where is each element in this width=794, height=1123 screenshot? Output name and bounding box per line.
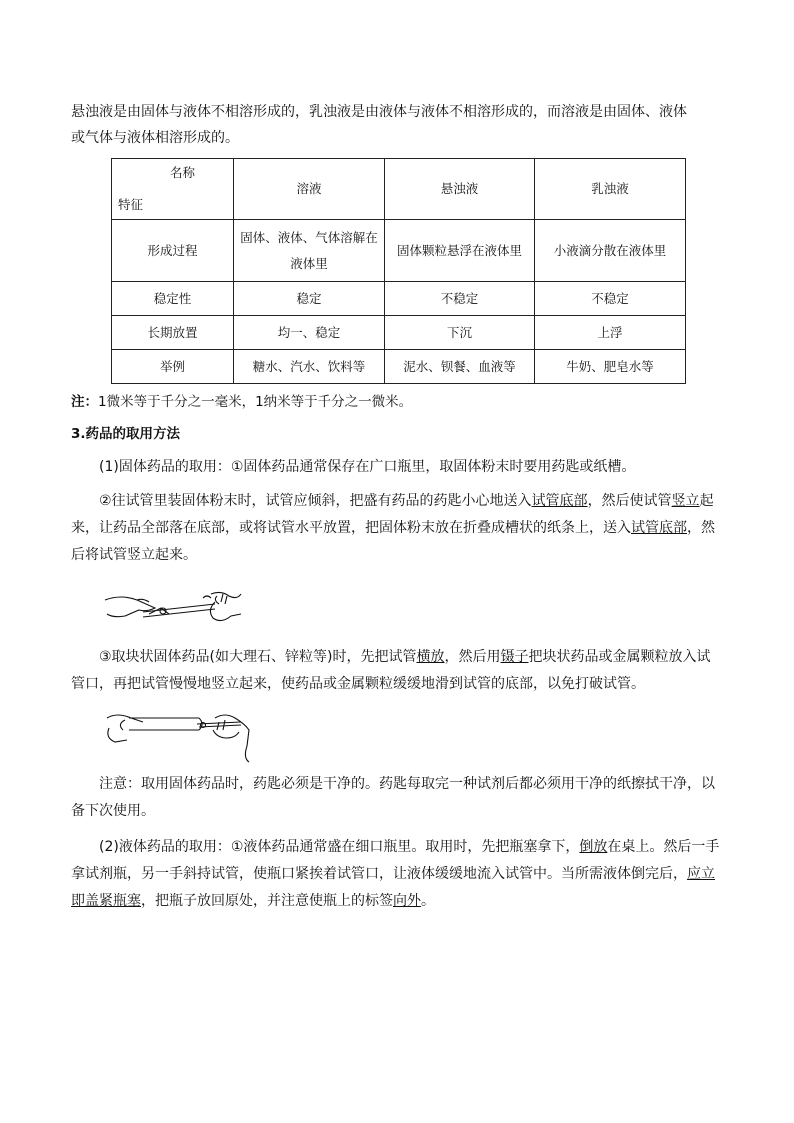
table-cell: 上浮 [535, 316, 686, 350]
row-label: 形成过程 [112, 220, 234, 282]
table-cell: 下沉 [385, 316, 535, 350]
solid-paragraph-1: (1)固体药品的取用：①固体药品通常保存在广口瓶里，取固体粉末时要用药匙或纸槽。 [99, 459, 636, 475]
corner-label-name: 名称 [170, 165, 196, 180]
table-cell: 糖水、汽水、饮料等 [234, 350, 385, 384]
text-run: ，然后将试管竖立起来。 [71, 520, 715, 563]
underlined-term: 竖立 [671, 493, 700, 509]
text-run: 起来，让药品全部落在底部，或将试管水平放置，把固体粉末放在折叠成槽状的纸条上，送入 [71, 493, 714, 536]
solid-paragraph-4: 注意：取用固体药品时，药匙必须是干净的。药匙每取完一种试剂后都必须用干净的纸擦拭干净，以备下次使用。 [71, 776, 715, 819]
table-row [112, 350, 686, 384]
column-header-suspension: 悬浊液 [385, 159, 535, 220]
table-row [112, 220, 686, 282]
underlined-term: 试管底部 [531, 493, 588, 509]
underlined-term: 横放 [416, 649, 445, 665]
table-cell: 固体颗粒悬浮在液体里 [385, 220, 535, 282]
table-cell: 不稳定 [535, 282, 686, 316]
liquid-paragraph-1 [71, 834, 723, 915]
underlined-term: 应立即盖紧瓶塞 [71, 866, 715, 909]
solid-paragraph-2 [71, 488, 723, 569]
table-cell: 泥水、钡餐、血液等 [385, 350, 535, 384]
unit-note [71, 389, 723, 415]
table-cell: 稳定 [234, 282, 385, 316]
mixture-comparison-table [111, 158, 686, 384]
powder-into-test-tube-illustration [103, 586, 243, 634]
text-run: ②往试管里装固体粉末时，试管应倾斜，把盛有药品的药匙小心地送入 [99, 493, 532, 509]
table-cell: 小液滴分散在液体里 [535, 220, 686, 282]
table-corner-cell [112, 159, 234, 220]
note-text: 1微米等于千分之一毫米，1纳米等于千分之一微米。 [98, 394, 413, 410]
text-run: ，把瓶子放回原处，并注意使瓶上的标签 [141, 893, 393, 909]
underlined-term: 镊子 [500, 649, 529, 665]
text-run: ，然后使试管 [587, 493, 672, 509]
solid-paragraph-3 [71, 644, 723, 698]
note-label: 注： [71, 394, 98, 410]
underlined-term: 向外 [393, 893, 421, 909]
underlined-term: 试管底部 [631, 520, 687, 536]
row-label: 稳定性 [112, 282, 234, 316]
table-cell: 固体、液体、气体溶解在液体里 [234, 220, 385, 282]
intro-line-1: 悬浊液是由固体与液体不相溶形成的，乳浊液是由液体与液体不相溶形成的，而溶液是由固体、液体 [71, 104, 687, 120]
table-cell: 不稳定 [385, 282, 535, 316]
table-row [112, 316, 686, 350]
text-run: ③取块状固体药品(如大理石、锌粒等)时，先把试管 [99, 649, 417, 665]
solid-block-into-test-tube-illustration [103, 708, 253, 764]
text-run: 在桌上。然后一手拿试剂瓶，另一手斜持试管，使瓶口紧挨着试管口，让液体缓缓地流入试管中。当所需液体倒完后， [71, 839, 720, 882]
column-header-solution: 溶液 [234, 159, 385, 220]
section-heading: 3.药品的取用方法 [71, 426, 181, 442]
table-header-row [112, 159, 686, 220]
corner-label-feature: 特征 [118, 197, 144, 212]
text-run: (2)液体药品的取用：①液体药品通常盛在细口瓶里。取用时，先把瓶塞拿下， [99, 839, 580, 855]
row-label: 举例 [112, 350, 234, 384]
intro-paragraph [71, 99, 723, 151]
column-header-emulsion: 乳浊液 [535, 159, 686, 220]
intro-line-2: 或气体与液体相溶形成的。 [71, 130, 239, 146]
text-run: 。 [421, 893, 435, 909]
table-cell: 均一、稳定 [234, 316, 385, 350]
underlined-term: 倒放 [579, 839, 608, 855]
text-run: 把块状药品或金属颗粒放入试管口，再把试管慢慢地竖立起来，使药品或金属颗粒缓缓地滑到试管的底部，以免打破试管。 [71, 649, 711, 692]
row-label: 长期放置 [112, 316, 234, 350]
text-run: ，然后用 [444, 649, 501, 665]
table-row [112, 282, 686, 316]
table-cell: 牛奶、肥皂水等 [535, 350, 686, 384]
